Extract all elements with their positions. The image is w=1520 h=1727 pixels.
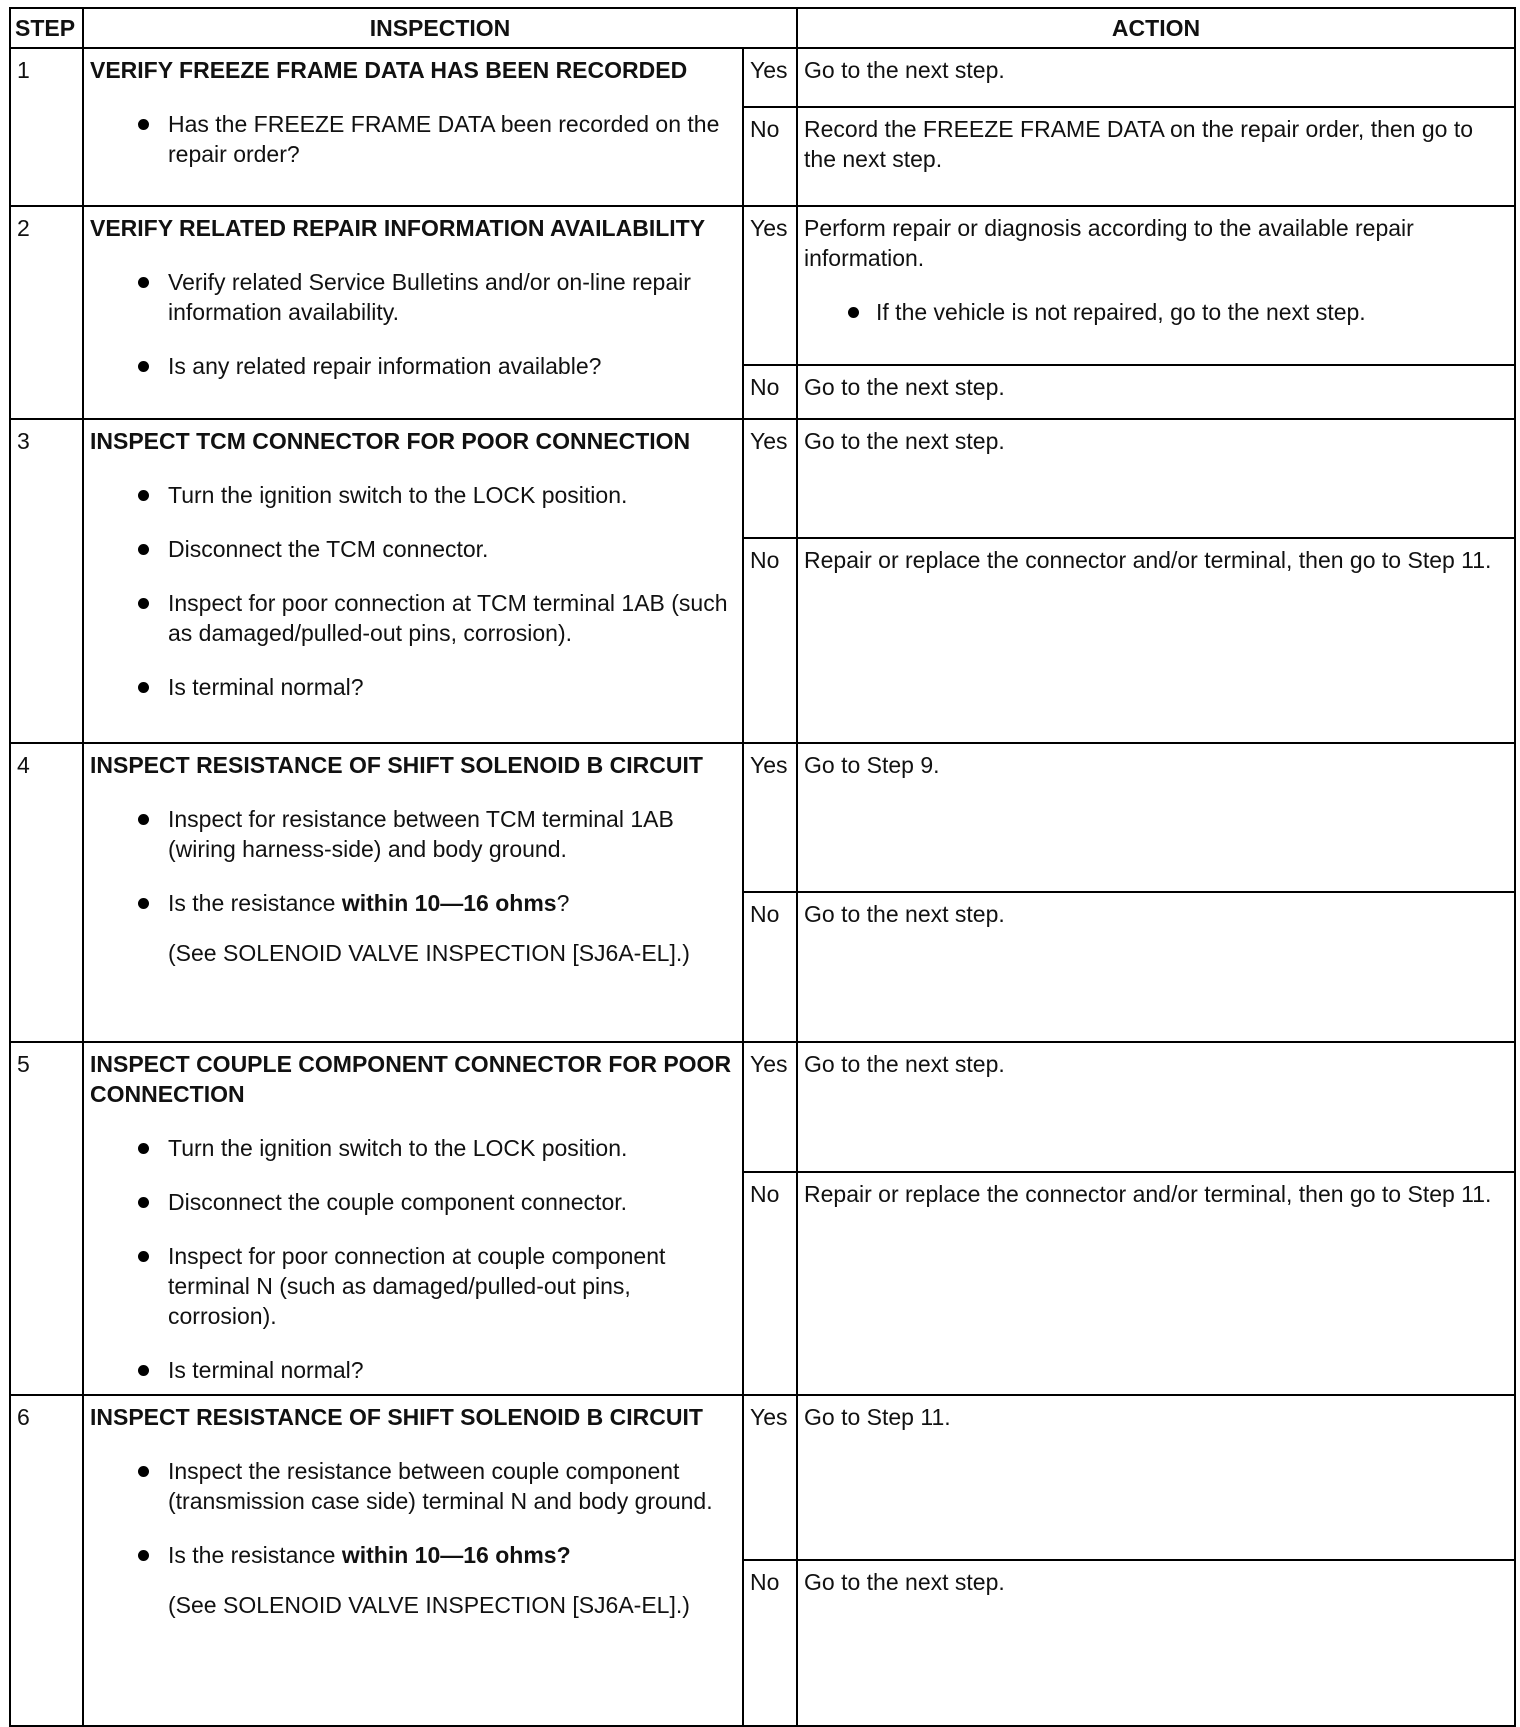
inspection-bullet: Disconnect the couple component connector. bbox=[90, 1187, 736, 1217]
yes-label: Yes bbox=[743, 48, 797, 107]
inspection-title: INSPECT RESISTANCE OF SHIFT SOLENOID B CIRCUIT bbox=[90, 1404, 703, 1430]
inspection-bullet: Turn the ignition switch to the LOCK position. bbox=[90, 1133, 736, 1163]
step-number: 5 bbox=[10, 1042, 83, 1395]
inspection-bullet: Inspect for resistance between TCM terminal 1AB (wiring harness-side) and body ground. bbox=[90, 804, 736, 864]
inspection-bullets bbox=[90, 267, 736, 381]
action-bullet: If the vehicle is not repaired, go to the next step. bbox=[804, 297, 1508, 327]
inspection-bullet: Disconnect the TCM connector. bbox=[90, 534, 736, 564]
inspection-question bbox=[90, 888, 736, 918]
step-number: 3 bbox=[10, 419, 83, 743]
inspection-cell bbox=[83, 1395, 743, 1726]
no-label: No bbox=[743, 1560, 797, 1726]
inspection-bullet: Is any related repair information available? bbox=[90, 351, 736, 381]
question-criteria: within 10—16 ohms? bbox=[341, 1542, 571, 1568]
question-text: Is the resistance bbox=[168, 1542, 342, 1568]
no-label: No bbox=[743, 107, 797, 206]
inspection-title: INSPECT COUPLE COMPONENT CONNECTOR FOR POOR CONNECTION bbox=[90, 1051, 732, 1107]
inspection-title: INSPECT TCM CONNECTOR FOR POOR CONNECTION bbox=[90, 428, 691, 454]
inspection-bullets bbox=[90, 480, 736, 702]
header-row bbox=[10, 8, 1515, 48]
yes-label: Yes bbox=[743, 1042, 797, 1172]
inspection-bullet: Inspect for poor connection at couple component terminal N (such as damaged/pulled-out pins, corrosion). bbox=[90, 1241, 736, 1331]
inspection-cell bbox=[83, 206, 743, 419]
question-text: Is the resistance bbox=[168, 890, 342, 916]
no-action: Repair or replace the connector and/or terminal, then go to Step 11. bbox=[797, 538, 1515, 743]
step-number: 1 bbox=[10, 48, 83, 206]
no-action: Go to the next step. bbox=[797, 892, 1515, 1042]
diagnostic-procedure-table bbox=[9, 7, 1516, 1727]
inspection-bullet: Is terminal normal? bbox=[90, 672, 736, 702]
yes-action: Go to Step 11. bbox=[797, 1395, 1515, 1560]
inspection-bullets bbox=[90, 109, 736, 169]
step-row bbox=[10, 206, 1515, 365]
inspection-cell bbox=[83, 743, 743, 1042]
yes-action-cell bbox=[797, 206, 1515, 365]
no-label: No bbox=[743, 538, 797, 743]
inspection-bullet: Is terminal normal? bbox=[90, 1355, 736, 1385]
reference-note: (See SOLENOID VALVE INSPECTION [SJ6A-EL].) bbox=[168, 940, 690, 966]
yes-action: Go to the next step. bbox=[797, 1042, 1515, 1172]
inspection-bullet: Inspect for poor connection at TCM terminal 1AB (such as damaged/pulled-out pins, corrosion). bbox=[90, 588, 736, 648]
question-end: ? bbox=[556, 890, 570, 916]
yes-action: Go to Step 9. bbox=[797, 743, 1515, 892]
reference-note: (See SOLENOID VALVE INSPECTION [SJ6A-EL].) bbox=[168, 1592, 690, 1618]
inspection-bullets bbox=[90, 1133, 736, 1385]
inspection-bullet: Has the FREEZE FRAME DATA been recorded on the repair order? bbox=[90, 109, 736, 169]
step-row bbox=[10, 419, 1515, 538]
no-action: Record the FREEZE FRAME DATA on the repair order, then go to the next step. bbox=[797, 107, 1515, 206]
yes-action: Go to the next step. bbox=[797, 419, 1515, 538]
yes-label: Yes bbox=[743, 1395, 797, 1560]
step-number: 4 bbox=[10, 743, 83, 1042]
inspection-bullet: Inspect the resistance between couple component (transmission case side) terminal N and body ground. bbox=[90, 1456, 736, 1516]
yes-label: Yes bbox=[743, 743, 797, 892]
action-bullets bbox=[804, 297, 1508, 327]
inspection-title: VERIFY FREEZE FRAME DATA HAS BEEN RECORDED bbox=[90, 57, 688, 83]
step-row bbox=[10, 48, 1515, 107]
no-action: Go to the next step. bbox=[797, 1560, 1515, 1726]
inspection-cell bbox=[83, 48, 743, 206]
no-action: Repair or replace the connector and/or terminal, then go to Step 11. bbox=[797, 1172, 1515, 1395]
inspection-title: VERIFY RELATED REPAIR INFORMATION AVAILABILITY bbox=[90, 215, 706, 241]
no-label: No bbox=[743, 365, 797, 419]
inspection-bullets bbox=[90, 1456, 736, 1620]
inspection-column-header: INSPECTION bbox=[83, 8, 797, 48]
inspection-cell bbox=[83, 419, 743, 743]
step-number: 6 bbox=[10, 1395, 83, 1726]
no-action: Go to the next step. bbox=[797, 365, 1515, 419]
inspection-question bbox=[90, 1540, 736, 1570]
inspection-bullet: Verify related Service Bulletins and/or on-line repair information availability. bbox=[90, 267, 736, 327]
no-label: No bbox=[743, 892, 797, 1042]
no-label: No bbox=[743, 1172, 797, 1395]
step-column-header: STEP bbox=[10, 8, 83, 48]
inspection-cell bbox=[83, 1042, 743, 1395]
yes-label: Yes bbox=[743, 419, 797, 538]
step-row bbox=[10, 743, 1515, 892]
yes-action: Go to the next step. bbox=[797, 48, 1515, 107]
action-column-header: ACTION bbox=[797, 8, 1515, 48]
inspection-bullet: Turn the ignition switch to the LOCK position. bbox=[90, 480, 736, 510]
inspection-title: INSPECT RESISTANCE OF SHIFT SOLENOID B CIRCUIT bbox=[90, 752, 703, 778]
step-row bbox=[10, 1042, 1515, 1172]
yes-label: Yes bbox=[743, 206, 797, 365]
step-row bbox=[10, 1395, 1515, 1560]
question-criteria: within 10—16 ohms bbox=[341, 890, 557, 916]
inspection-bullets bbox=[90, 804, 736, 968]
yes-action: Perform repair or diagnosis according to the available repair information. bbox=[804, 215, 1414, 271]
step-number: 2 bbox=[10, 206, 83, 419]
